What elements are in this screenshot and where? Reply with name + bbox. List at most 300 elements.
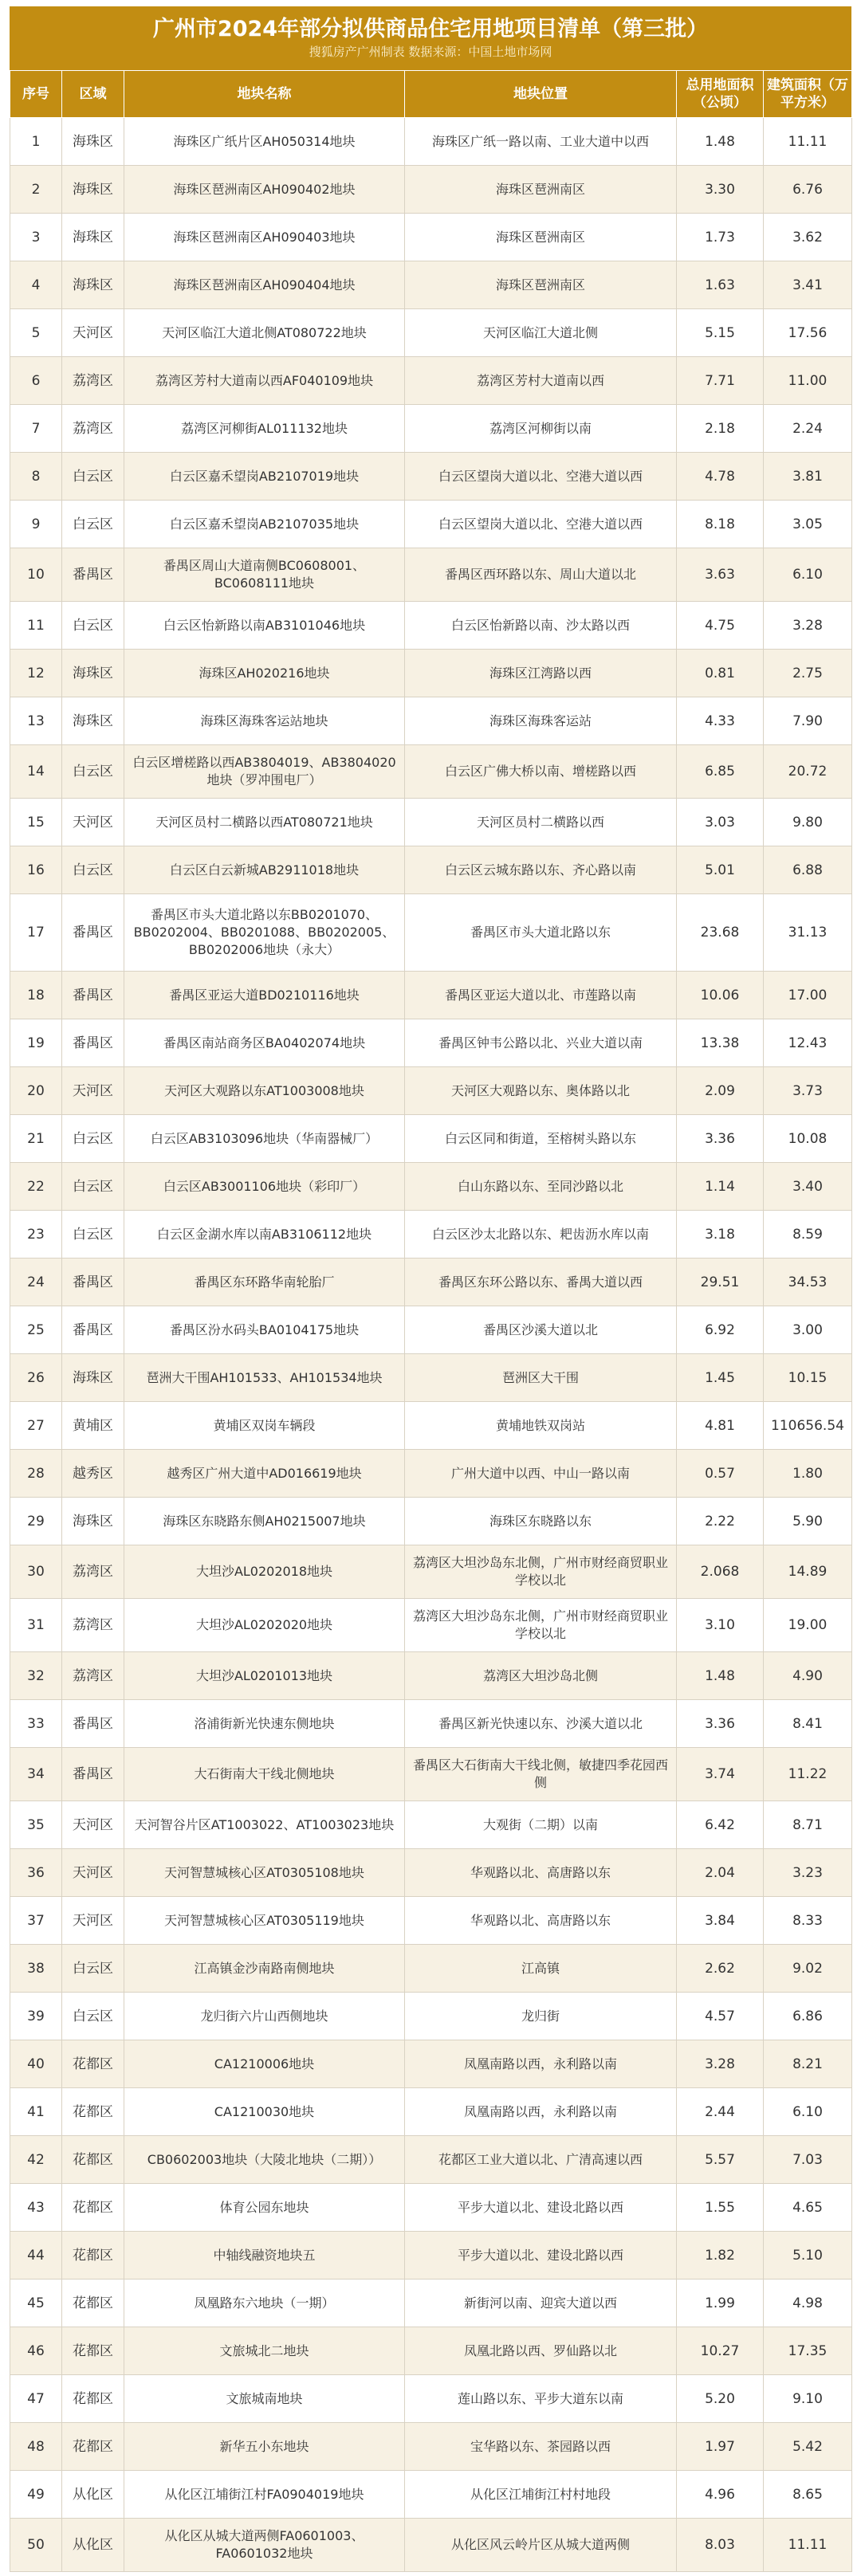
row-district: 白云区 <box>62 1211 124 1259</box>
row-district: 天河区 <box>62 799 124 846</box>
row-floor-area: 19.00 <box>764 1599 852 1652</box>
row-floor-area: 5.42 <box>764 2423 852 2471</box>
row-index: 18 <box>10 972 62 1019</box>
row-total-area: 5.20 <box>677 2375 764 2423</box>
row-plot-location: 白山东路以东、至同沙路以北 <box>405 1163 677 1211</box>
row-district: 从化区 <box>62 2519 124 2572</box>
table-row <box>10 1067 852 1115</box>
row-plot-name: 海珠区琶洲南区AH090403地块 <box>124 214 405 261</box>
row-plot-location: 白云区怡新路以南、沙太路以西 <box>405 602 677 650</box>
table-row <box>10 261 852 309</box>
row-plot-name: 大坦沙AL0201013地块 <box>124 1652 405 1700</box>
row-plot-location: 白云区同和街道，至榕树头路以东 <box>405 1115 677 1163</box>
row-plot-name: CA1210030地块 <box>124 2088 405 2136</box>
row-floor-area: 6.88 <box>764 846 852 894</box>
row-district: 天河区 <box>62 1897 124 1945</box>
row-total-area: 3.84 <box>677 1897 764 1945</box>
row-total-area: 0.81 <box>677 650 764 697</box>
table-row <box>10 118 852 166</box>
row-floor-area: 4.98 <box>764 2280 852 2327</box>
table-body <box>10 118 852 2572</box>
row-plot-name: 番禺区南站商务区BA0402074地块 <box>124 1019 405 1067</box>
row-index: 8 <box>10 453 62 501</box>
row-index: 19 <box>10 1019 62 1067</box>
row-floor-area: 3.62 <box>764 214 852 261</box>
row-total-area: 2.068 <box>677 1545 764 1599</box>
row-total-area: 4.75 <box>677 602 764 650</box>
row-district: 番禺区 <box>62 1306 124 1354</box>
row-district: 海珠区 <box>62 166 124 214</box>
row-district: 番禺区 <box>62 1700 124 1748</box>
table-row <box>10 1498 852 1545</box>
row-total-area: 0.57 <box>677 1450 764 1498</box>
row-plot-location: 龙归街 <box>405 1993 677 2040</box>
row-plot-location: 荔湾区芳村大道南以西 <box>405 357 677 405</box>
row-plot-location: 白云区望岗大道以北、空港大道以西 <box>405 453 677 501</box>
row-floor-area: 10.15 <box>764 1354 852 1402</box>
row-district: 花都区 <box>62 2280 124 2327</box>
row-plot-name: 大石街南大干线北侧地块 <box>124 1748 405 1801</box>
row-plot-location: 白云区云城东路以东、齐心路以南 <box>405 846 677 894</box>
row-plot-name: 凤凰路东六地块（一期） <box>124 2280 405 2327</box>
row-plot-name: 白云区白云新城AB2911018地块 <box>124 846 405 894</box>
row-floor-area: 8.59 <box>764 1211 852 1259</box>
row-total-area: 5.15 <box>677 309 764 357</box>
row-plot-location: 江高镇 <box>405 1945 677 1993</box>
row-district: 花都区 <box>62 2136 124 2184</box>
row-total-area: 4.81 <box>677 1402 764 1450</box>
row-plot-name: 从化区从城大道两侧FA0601003、FA0601032地块 <box>124 2519 405 2572</box>
row-plot-name: 海珠区AH020216地块 <box>124 650 405 697</box>
header-index: 序号 <box>10 71 62 118</box>
header-floor-area: 建筑面积（万平方米） <box>764 71 852 118</box>
row-total-area: 13.38 <box>677 1019 764 1067</box>
row-district: 番禺区 <box>62 1259 124 1306</box>
row-district: 花都区 <box>62 2375 124 2423</box>
row-index: 26 <box>10 1354 62 1402</box>
table-row <box>10 745 852 799</box>
row-plot-location: 天河区大观路以东、奥体路以北 <box>405 1067 677 1115</box>
table-row <box>10 602 852 650</box>
table-row <box>10 1849 852 1897</box>
row-total-area: 3.36 <box>677 1700 764 1748</box>
row-index: 36 <box>10 1849 62 1897</box>
row-district: 番禺区 <box>62 894 124 972</box>
row-index: 13 <box>10 697 62 745</box>
row-district: 番禺区 <box>62 972 124 1019</box>
row-plot-location: 荔湾区大坦沙岛北侧 <box>405 1652 677 1700</box>
row-district: 番禺区 <box>62 1748 124 1801</box>
row-floor-area: 9.10 <box>764 2375 852 2423</box>
row-plot-location: 平步大道以北、建设北路以西 <box>405 2232 677 2280</box>
row-floor-area: 3.73 <box>764 1067 852 1115</box>
row-district: 白云区 <box>62 501 124 548</box>
row-district: 荔湾区 <box>62 357 124 405</box>
row-floor-area: 9.02 <box>764 1945 852 1993</box>
row-plot-location: 白云区沙太北路以东、耙齿沥水库以南 <box>405 1211 677 1259</box>
row-plot-name: 白云区AB3103096地块（华南器械厂） <box>124 1115 405 1163</box>
table-row <box>10 1402 852 1450</box>
row-plot-name: 从化区江埔街江村FA0904019地块 <box>124 2471 405 2519</box>
row-plot-name: 番禺区市头大道北路以东BB0201070、BB0202004、BB0201088、BB0202005、BB0202006地块（永大） <box>124 894 405 972</box>
table-row <box>10 357 852 405</box>
row-district: 番禺区 <box>62 1019 124 1067</box>
row-floor-area: 5.10 <box>764 2232 852 2280</box>
table-row <box>10 1993 852 2040</box>
row-floor-area: 11.22 <box>764 1748 852 1801</box>
row-total-area: 4.33 <box>677 697 764 745</box>
row-index: 35 <box>10 1801 62 1849</box>
row-floor-area: 10.08 <box>764 1115 852 1163</box>
row-plot-location: 番禺区亚运大道以北、市莲路以南 <box>405 972 677 1019</box>
header-plot-location: 地块位置 <box>405 71 677 118</box>
row-district: 花都区 <box>62 2327 124 2375</box>
row-index: 34 <box>10 1748 62 1801</box>
table-row <box>10 1748 852 1801</box>
row-district: 天河区 <box>62 309 124 357</box>
row-index: 21 <box>10 1115 62 1163</box>
row-district: 荔湾区 <box>62 405 124 453</box>
row-district: 白云区 <box>62 453 124 501</box>
table-row <box>10 846 852 894</box>
row-plot-name: 白云区怡新路以南AB3101046地块 <box>124 602 405 650</box>
row-plot-location: 海珠区江湾路以西 <box>405 650 677 697</box>
row-total-area: 8.18 <box>677 501 764 548</box>
row-plot-location: 黄埔地铁双岗站 <box>405 1402 677 1450</box>
table-row <box>10 1354 852 1402</box>
row-total-area: 1.82 <box>677 2232 764 2280</box>
row-total-area: 3.10 <box>677 1599 764 1652</box>
row-floor-area: 6.86 <box>764 1993 852 2040</box>
row-total-area: 6.85 <box>677 745 764 799</box>
row-district: 海珠区 <box>62 650 124 697</box>
row-floor-area: 5.90 <box>764 1498 852 1545</box>
row-floor-area: 6.10 <box>764 2088 852 2136</box>
row-plot-location: 天河区员村二横路以西 <box>405 799 677 846</box>
row-total-area: 4.78 <box>677 453 764 501</box>
row-plot-location: 花都区工业大道以北、广清高速以西 <box>405 2136 677 2184</box>
row-plot-location: 番禺区大石街南大干线北侧，敏捷四季花园西侧 <box>405 1748 677 1801</box>
row-index: 40 <box>10 2040 62 2088</box>
table-row <box>10 1163 852 1211</box>
table-row <box>10 309 852 357</box>
row-district: 白云区 <box>62 602 124 650</box>
row-floor-area: 6.76 <box>764 166 852 214</box>
table-row <box>10 1599 852 1652</box>
table-row <box>10 1306 852 1354</box>
row-plot-location: 番禺区钟韦公路以北、兴业大道以南 <box>405 1019 677 1067</box>
row-plot-location: 天河区临江大道北侧 <box>405 309 677 357</box>
row-total-area: 1.14 <box>677 1163 764 1211</box>
row-plot-location: 番禺区东环公路以东、番禺大道以西 <box>405 1259 677 1306</box>
row-plot-location: 莲山路以东、平步大道东以南 <box>405 2375 677 2423</box>
title-banner <box>10 6 851 70</box>
row-plot-location: 番禺区西环路以东、周山大道以北 <box>405 548 677 602</box>
table-row <box>10 1115 852 1163</box>
row-plot-name: 天河区大观路以东AT1003008地块 <box>124 1067 405 1115</box>
row-plot-location: 琶洲区大干围 <box>405 1354 677 1402</box>
row-plot-name: CB0602003地块（大陵北地块（二期）） <box>124 2136 405 2184</box>
row-plot-name: 番禺区汾水码头BA0104175地块 <box>124 1306 405 1354</box>
table-row <box>10 2232 852 2280</box>
table-row <box>10 799 852 846</box>
page-subtitle: 搜狐房产广州制表 数据来源：中国土地市场网 <box>309 45 552 59</box>
row-total-area: 3.74 <box>677 1748 764 1801</box>
row-district: 黄埔区 <box>62 1402 124 1450</box>
row-district: 花都区 <box>62 2232 124 2280</box>
row-plot-location: 平步大道以北、建设北路以西 <box>405 2184 677 2232</box>
table-row <box>10 2519 852 2572</box>
row-district: 白云区 <box>62 1945 124 1993</box>
table-row <box>10 405 852 453</box>
row-plot-name: 大坦沙AL0202018地块 <box>124 1545 405 1599</box>
row-plot-name: 中轴线融资地块五 <box>124 2232 405 2280</box>
row-total-area: 3.36 <box>677 1115 764 1163</box>
row-plot-location: 凤凰南路以西，永利路以南 <box>405 2088 677 2136</box>
row-index: 39 <box>10 1993 62 2040</box>
row-plot-location: 海珠区琶洲南区 <box>405 261 677 309</box>
table-row <box>10 548 852 602</box>
row-plot-name: 白云区嘉禾望岗AB2107019地块 <box>124 453 405 501</box>
row-floor-area: 3.40 <box>764 1163 852 1211</box>
row-index: 15 <box>10 799 62 846</box>
row-index: 16 <box>10 846 62 894</box>
row-plot-name: 白云区增槎路以西AB3804019、AB3804020地块（罗冲围电厂） <box>124 745 405 799</box>
row-floor-area: 1.80 <box>764 1450 852 1498</box>
row-index: 17 <box>10 894 62 972</box>
header-district: 区域 <box>62 71 124 118</box>
row-total-area: 2.04 <box>677 1849 764 1897</box>
row-district: 海珠区 <box>62 697 124 745</box>
row-floor-area: 3.00 <box>764 1306 852 1354</box>
land-table <box>10 70 852 2572</box>
row-plot-name: 体育公园东地块 <box>124 2184 405 2232</box>
row-total-area: 6.42 <box>677 1801 764 1849</box>
table-row <box>10 1700 852 1748</box>
row-floor-area: 34.53 <box>764 1259 852 1306</box>
row-floor-area: 3.41 <box>764 261 852 309</box>
row-district: 荔湾区 <box>62 1599 124 1652</box>
row-index: 27 <box>10 1402 62 1450</box>
row-index: 46 <box>10 2327 62 2375</box>
row-plot-name: 文旅城南地块 <box>124 2375 405 2423</box>
row-index: 42 <box>10 2136 62 2184</box>
row-plot-name: 洛浦街新光快速东侧地块 <box>124 1700 405 1748</box>
row-plot-name: 天河智慧城核心区AT0305108地块 <box>124 1849 405 1897</box>
row-plot-location: 华观路以北、高唐路以东 <box>405 1897 677 1945</box>
row-floor-area: 17.56 <box>764 309 852 357</box>
row-index: 4 <box>10 261 62 309</box>
row-plot-name: 番禺区东环路华南轮胎厂 <box>124 1259 405 1306</box>
table-row <box>10 2088 852 2136</box>
row-district: 海珠区 <box>62 118 124 166</box>
row-index: 37 <box>10 1897 62 1945</box>
row-total-area: 2.44 <box>677 2088 764 2136</box>
row-floor-area: 7.03 <box>764 2136 852 2184</box>
row-total-area: 1.45 <box>677 1354 764 1402</box>
table-row <box>10 1211 852 1259</box>
row-district: 海珠区 <box>62 1354 124 1402</box>
row-floor-area: 14.89 <box>764 1545 852 1599</box>
row-plot-location: 荔湾区大坦沙岛东北侧，广州市财经商贸职业学校以北 <box>405 1545 677 1599</box>
row-floor-area: 17.00 <box>764 972 852 1019</box>
row-floor-area: 3.23 <box>764 1849 852 1897</box>
row-district: 花都区 <box>62 2184 124 2232</box>
row-plot-name: 越秀区广州大道中AD016619地块 <box>124 1450 405 1498</box>
row-plot-name: 海珠区琶洲南区AH090402地块 <box>124 166 405 214</box>
row-plot-location: 番禺区新光快速以东、沙溪大道以北 <box>405 1700 677 1748</box>
row-index: 22 <box>10 1163 62 1211</box>
row-floor-area: 6.10 <box>764 548 852 602</box>
table-row <box>10 1945 852 1993</box>
row-index: 24 <box>10 1259 62 1306</box>
row-plot-name: 白云区嘉禾望岗AB2107035地块 <box>124 501 405 548</box>
row-plot-name: 海珠区东晓路东侧AH0215007地块 <box>124 1498 405 1545</box>
row-index: 23 <box>10 1211 62 1259</box>
row-index: 5 <box>10 309 62 357</box>
row-total-area: 2.18 <box>677 405 764 453</box>
row-index: 45 <box>10 2280 62 2327</box>
row-district: 天河区 <box>62 1067 124 1115</box>
row-floor-area: 3.81 <box>764 453 852 501</box>
row-floor-area: 8.33 <box>764 1897 852 1945</box>
row-total-area: 2.09 <box>677 1067 764 1115</box>
row-total-area: 10.06 <box>677 972 764 1019</box>
row-plot-name: 天河区员村二横路以西AT080721地块 <box>124 799 405 846</box>
row-total-area: 2.22 <box>677 1498 764 1545</box>
row-plot-name: 番禺区周山大道南侧BC0608001、BC0608111地块 <box>124 548 405 602</box>
row-total-area: 7.71 <box>677 357 764 405</box>
row-total-area: 5.57 <box>677 2136 764 2184</box>
row-total-area: 5.01 <box>677 846 764 894</box>
table-row <box>10 650 852 697</box>
table-row <box>10 2471 852 2519</box>
row-plot-location: 从化区江埔街江村村地段 <box>405 2471 677 2519</box>
row-plot-location: 番禺区沙溪大道以北 <box>405 1306 677 1354</box>
row-index: 29 <box>10 1498 62 1545</box>
row-district: 荔湾区 <box>62 1652 124 1700</box>
row-index: 1 <box>10 118 62 166</box>
row-plot-location: 海珠区海珠客运站 <box>405 697 677 745</box>
table-row <box>10 894 852 972</box>
row-floor-area: 4.65 <box>764 2184 852 2232</box>
row-index: 30 <box>10 1545 62 1599</box>
row-index: 48 <box>10 2423 62 2471</box>
row-floor-area: 12.43 <box>764 1019 852 1067</box>
row-plot-name: 白云区金湖水库以南AB3106112地块 <box>124 1211 405 1259</box>
row-plot-name: CA1210006地块 <box>124 2040 405 2088</box>
table-row <box>10 2136 852 2184</box>
row-district: 从化区 <box>62 2471 124 2519</box>
row-total-area: 3.03 <box>677 799 764 846</box>
row-plot-name: 荔湾区芳村大道南以西AF040109地块 <box>124 357 405 405</box>
row-index: 12 <box>10 650 62 697</box>
row-index: 33 <box>10 1700 62 1748</box>
row-index: 41 <box>10 2088 62 2136</box>
row-floor-area: 8.65 <box>764 2471 852 2519</box>
table-row <box>10 166 852 214</box>
row-plot-location: 白云区望岗大道以北、空港大道以西 <box>405 501 677 548</box>
header-plot-name: 地块名称 <box>124 71 405 118</box>
row-index: 3 <box>10 214 62 261</box>
row-plot-name: 天河智慧城核心区AT0305119地块 <box>124 1897 405 1945</box>
row-district: 天河区 <box>62 1849 124 1897</box>
row-plot-name: 海珠区琶洲南区AH090404地块 <box>124 261 405 309</box>
row-plot-name: 黄埔区双岗车辆段 <box>124 1402 405 1450</box>
row-plot-name: 天河智谷片区AT1003022、AT1003023地块 <box>124 1801 405 1849</box>
row-district: 花都区 <box>62 2040 124 2088</box>
row-plot-location: 番禺区市头大道北路以东 <box>405 894 677 972</box>
row-index: 9 <box>10 501 62 548</box>
row-plot-location: 海珠区东晓路以东 <box>405 1498 677 1545</box>
row-district: 海珠区 <box>62 261 124 309</box>
row-district: 海珠区 <box>62 1498 124 1545</box>
row-total-area: 3.30 <box>677 166 764 214</box>
row-district: 荔湾区 <box>62 1545 124 1599</box>
row-plot-name: 新华五小东地块 <box>124 2423 405 2471</box>
row-index: 7 <box>10 405 62 453</box>
table-row <box>10 2184 852 2232</box>
row-floor-area: 20.72 <box>764 745 852 799</box>
row-total-area: 1.97 <box>677 2423 764 2471</box>
row-total-area: 1.99 <box>677 2280 764 2327</box>
table-row <box>10 1897 852 1945</box>
table-row <box>10 1545 852 1599</box>
row-plot-name: 琶洲大干围AH101533、AH101534地块 <box>124 1354 405 1402</box>
row-plot-location: 海珠区广纸一路以南、工业大道中以西 <box>405 118 677 166</box>
row-plot-location: 白云区广佛大桥以南、增槎路以西 <box>405 745 677 799</box>
row-plot-location: 荔湾区大坦沙岛东北侧，广州市财经商贸职业学校以北 <box>405 1599 677 1652</box>
row-plot-location: 从化区风云岭片区从城大道两侧 <box>405 2519 677 2572</box>
table-row <box>10 1450 852 1498</box>
row-district: 白云区 <box>62 745 124 799</box>
row-floor-area: 8.71 <box>764 1801 852 1849</box>
table-row <box>10 501 852 548</box>
table-row <box>10 1801 852 1849</box>
row-plot-name: 荔湾区河柳街AL011132地块 <box>124 405 405 453</box>
table-row <box>10 1652 852 1700</box>
row-floor-area: 7.90 <box>764 697 852 745</box>
row-index: 14 <box>10 745 62 799</box>
row-total-area: 6.92 <box>677 1306 764 1354</box>
row-plot-location: 宝华路以东、茶园路以西 <box>405 2423 677 2471</box>
row-index: 32 <box>10 1652 62 1700</box>
row-plot-name: 文旅城北二地块 <box>124 2327 405 2375</box>
row-total-area: 3.18 <box>677 1211 764 1259</box>
row-floor-area: 9.80 <box>764 799 852 846</box>
row-index: 28 <box>10 1450 62 1498</box>
row-floor-area: 8.41 <box>764 1700 852 1748</box>
row-district: 白云区 <box>62 1163 124 1211</box>
row-floor-area: 2.75 <box>764 650 852 697</box>
table-row <box>10 214 852 261</box>
row-district: 天河区 <box>62 1801 124 1849</box>
row-index: 38 <box>10 1945 62 1993</box>
row-plot-location: 凤凰北路以西、罗仙路以北 <box>405 2327 677 2375</box>
row-plot-name: 江高镇金沙南路南侧地块 <box>124 1945 405 1993</box>
row-total-area: 10.27 <box>677 2327 764 2375</box>
row-index: 50 <box>10 2519 62 2572</box>
row-plot-location: 大观街（二期）以南 <box>405 1801 677 1849</box>
row-plot-name: 海珠区海珠客运站地块 <box>124 697 405 745</box>
row-plot-location: 荔湾区河柳街以南 <box>405 405 677 453</box>
row-district: 番禺区 <box>62 548 124 602</box>
header-total-area: 总用地面积（公顷） <box>677 71 764 118</box>
table-row <box>10 2280 852 2327</box>
row-plot-name: 大坦沙AL0202020地块 <box>124 1599 405 1652</box>
row-floor-area: 11.11 <box>764 2519 852 2572</box>
row-district: 白云区 <box>62 846 124 894</box>
